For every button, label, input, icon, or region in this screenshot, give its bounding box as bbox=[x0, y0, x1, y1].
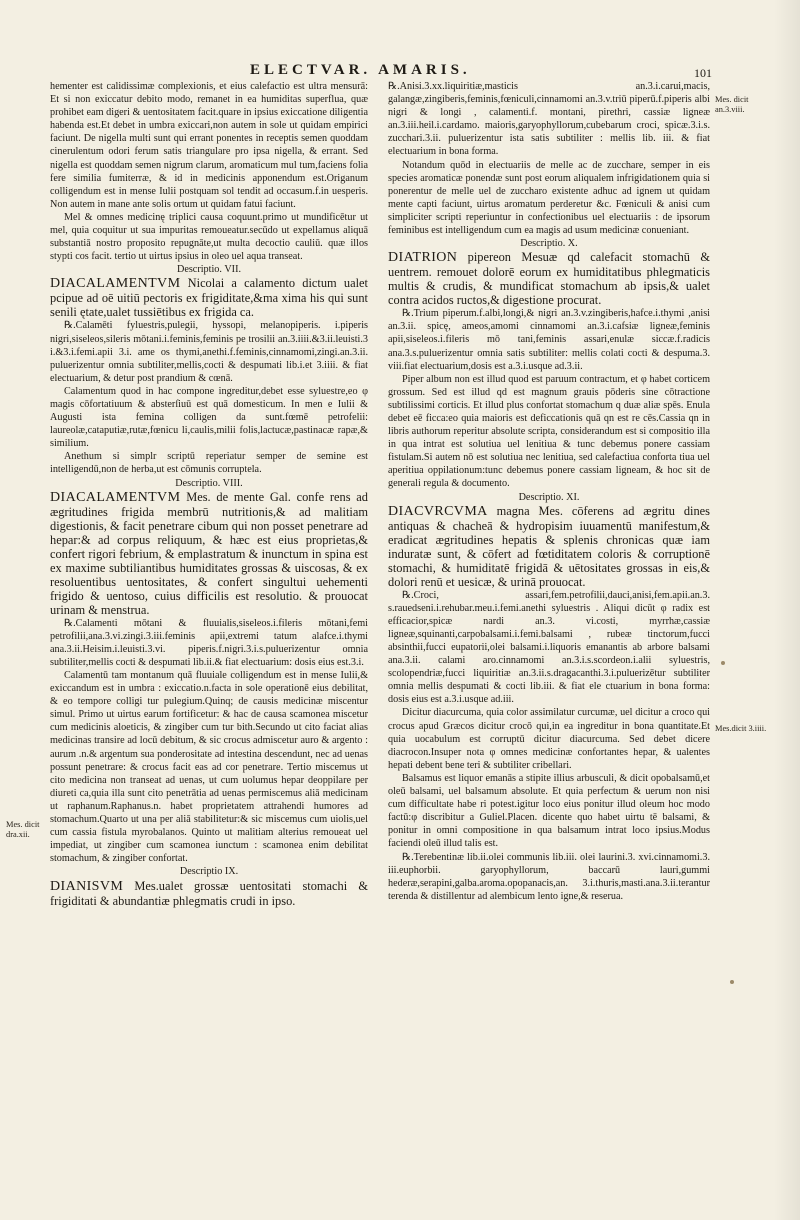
section-title-text: Mes.ualet grossæ uentositati stomachi & frigiditati & abundantiæ phlegmatis crudi in ipso. bbox=[50, 878, 368, 908]
page-gutter-shadow bbox=[774, 0, 800, 1220]
section-title-text: Mes. de mente Gal. confe rens ad ægritudines frigida membrū nutritionis,& ad malitiam digestionis, & facit penetrare cibum qui non posset penetrare ad hepar:& ad corpus reliquum, & hæc est eius proprietas,& confert rigori febrium, & emplastratum & inunctum in spina est ex maxime subtiliantibus humiditates grossas & uiscosas, & ex resoluentibus uentositates, & confert singultui uehementi frigido & uentoso, cuius difficilis est resolutio. & prouocat urinam & menstrua. bbox=[50, 489, 368, 617]
paragraph: ℞.Calamēti fyluestris,pulegii, hyssopi, melanopiperis. i.piperis nigri,siseleos,sileris mōtani.i.feminis,feminis pe trosilii an.3.iiii.&3.ii.leuisti.3 i.&3.i.femi.apii 3.i. ame os thymi,anethi.f.feminis,cinnamomi,zingi.an.3.ii. puluerizentur omnia subtiliter,mellis,cocti & despumati lib.i.et 3.iiii. & fiat electuarium, & detur post prandium & cœnā. bbox=[50, 320, 368, 384]
section-heading: Descriptio IX. bbox=[179, 866, 239, 878]
margin-note-left: Mes. dicit dra.xii. bbox=[6, 820, 40, 839]
paragraph: ℞.Anisi.3.xx.liquiritiæ,masticis an.3.i.carui,macis, galangæ,zingiberis,feminis,fœniculi,cinnamomi an.3.v.triū piperū.f.piperis albi nigri & longi , calamenti.f. montani, pirethri, cassiæ ligneæ an.3.iii.heil.i.cardamo. maioris,garyophyllorum,cubebarum croci, spicæ.3.i.s. zucchari.3.ii. puluerizentur ista satis subtiliter : mellis lib. iii. & fiat electuarium in bona forma. bbox=[388, 81, 710, 158]
ink-dot bbox=[721, 661, 725, 665]
paragraph: ℞.Terebentinæ lib.ii.olei communis lib.iii. olei laurini.3. xvi.cinnamomi.3. iii.euphorbii. garyophyllorum, baccarū lauri,gummi hederæ,serapini,galba.aroma.opopanacis,an. 3.i.thuris,masti.ana.3.ii.terantur terenda & distillentur ad alembicum lento igne,& reserua. bbox=[388, 851, 710, 902]
section-title bbox=[50, 490, 368, 617]
running-title: ELECTVAR. AMARIS. bbox=[250, 62, 471, 78]
section-title-caps: DIANISVM bbox=[50, 878, 124, 894]
paragraph: Mel & omnes medicinę triplici causa coquunt.primo ut mundificētur ut mel, quia coquitur ut sua impuritas remoueatur.secūdo ut expellamus aliquā substantiā nostro proposito repugnāte,ut multa decoctio cauliū. quæ illos stypti cos facit. tertio ut uirtus ipsius in oleo uel aqua transeat. bbox=[50, 211, 368, 263]
section-title-text: pipereon Mesuæ qd calefacit stomachū & uentrem. remouet dolorē eorum ex humiditatibus phlegmaticis multis & crudis, & mundificat stomachum ab ipsis,& ualet contra acidos ructos,& digestione procurat. bbox=[388, 250, 710, 308]
paragraph: Calamentum quod in hac compone ingreditur,debet esse syluestre,eo φ magis cōfortatiuum & absterſiuū est quā domesticum. In men e Iulii & Augusti ista femina colligen da sunt.fœmē petrofelii: laureolæ,cataputiæ,rutæ,fœnicu li,caulis,milii folis,lactucæ,pastinacæ rapæ,& similium. bbox=[50, 385, 368, 450]
paragraph: Anethum si simplr scriptū reperiatur semper de semine est intelligendū,non de herba,ut est cōmunis corruptela. bbox=[50, 451, 368, 476]
paragraph: ℞.Calamenti mōtani & fluuialis,siseleos.i.fileris mōtani,femi petrofilii,ana.3.vi.zingi.3.iii.feminis apii,extremi tatum alafce.i.thymi ana.3.ii.Heisim.i.leuisti.3.vi. piperis.f.nigri.3.i.s.puluerizentur omnia subtiliter,mellis cocti & despumati lib.ii.& fiat electuarium: dosis eius est.3.i. bbox=[50, 617, 368, 668]
paragraph: ℞.Croci, assari,fem.petrofilii,dauci,anisi,fem.apii.an.3. s.rauedseni.i.rehubar.meu.i.femi.anethi syluestris . Aliqui dicūt φ radix est efficacior,spicæ nardi an.3. vi.costi, myrrhæ,cassiæ ligneæ,squinanti,carpobalsami.i.femi.balsami , rubeæ tinctorum,fucci absinthii,fucci eupatorii,olei balsami.i.liquoris emanantis ab arbore balsami ana.3.ii. calami aro.cinnamomi an.3.i.s.scordeon.i.alii syluestris, scolopendriæ,fucci liquiritiæ an.3.ii.s.dragacanthi.3.i.puluerizētur subtiliter omnia mellis despumati & cocti lib.iii. & fiat ele ctuarium in bona forma: dosis eius est a.3.i.usque ad.iii. bbox=[388, 589, 710, 706]
left-column bbox=[50, 80, 368, 908]
ink-dot bbox=[730, 980, 734, 984]
section-title bbox=[50, 879, 368, 908]
right-column bbox=[388, 80, 710, 903]
page-number: 101 bbox=[694, 66, 712, 80]
section-title bbox=[388, 504, 710, 589]
section-heading: Descriptio. XI. bbox=[518, 491, 580, 503]
margin-note-right-top: Mes. dicit an.3.viii. bbox=[715, 95, 749, 114]
section-title-caps: DIACALAMENTVM bbox=[50, 276, 181, 292]
paragraph: Calamentū tam montanum quā fluuiale colligendum est in mense Iulii,& exiccandum est in umbra : exiccatio.n.facta in sole operationē eius debilitat, & eo tempore colligi tur pulegium.Quinq; de causis medicinæ miscentur simul. Primo ut uirtus earum fortificetur: & hac de causa scamonea miscetur cum medicinis aloeticis, & zingiber cum tur bith.Secundo ut cito faciat alias medicinas transire ad locū debitum, & sic crocus admiscetur auro & argento : aurum .n.& argentum sua ponderositate ad intestina descendunt, nec ad uenas possunt penetrare: & crocus facit eas ad cor penetrare. Tertio miscemus ut cito medicina non transeat ad uenas, ut cum uolumus hepar deoppilare per diureti ca,quia illa sunt cito penetrātia ad uenas permiscemus aliā medicinam ut raphanum.Raphanus.n. habet proprietatem attrahendi humores ad stomachum.Quarto ut una per aliā stabilitetur:& sic miscemus cum uiolis,uel cum cassia fistula myrobalanos. Quinto ut malitiam alterius remoueat uel impediat, ut zingiber cum scamonea iunctum : scamonea enim debilitat stomachum, & zingiber confortat. bbox=[50, 670, 368, 865]
paragraph: ℞.Trium piperum.f.albi,longi,& nigri an.3.v.zingiberis,hafce.i.thymi ,anisi an.3.ii. spicę, ameos,amomi cinnamomi an.3.i.cafsiæ ligneæ,feminis apii,siseleos.i.fileris mō tani,feminis assari,enulæ siccæ.f.radicis ana.3.s.puluerizentur omnia satis subtiliter: mellis colati cocti & despuma.3. viii.fiat electuarium,dosis est a.3.i.usque ad.3.ii. bbox=[388, 308, 710, 372]
section-heading: Descriptio. VII. bbox=[176, 264, 242, 276]
paragraph: Notandum quōd in electuariis de melle ac de zucchare, semper in eis species aromaticæ ponendæ sunt post eorum aliqualem infrigidationem quia si ponerentur de melle uel de zuccharo existente adhuc ad ignem ut quidam mente capti faciunt, uirtus aromatum perderetur &c. Fœniculi & anisi cum simpliciter scripti reperiuntur in confectionibus uel electuariis : de ipsorum feminibus est intelligendum cum ea magis ad usum medicinæ conueniant. bbox=[388, 159, 710, 237]
section-title-caps: DIACALAMENTVM bbox=[50, 489, 181, 505]
margin-note-right-bottom: Mes.dicit 3.iiii. bbox=[715, 724, 767, 733]
paragraph: Balsamus est liquor emanās a stipite illius arbusculi, & dicit opobalsamū,et oleū balsami, uel balsamum absolute. Et quia perfectum & uerum non nisi cum difficultate habe ri potest.igitur loco eius ponitur illud oleum hoc modo factū:φ discribitur a Guliel.Placen. dicente quo habet uirtu tē balsami, & ponitur in omni compositione in qua balsamum intrat loco ipsius.Modus faciendi oleū illud talis est. bbox=[388, 772, 710, 850]
section-title-text: magna Mes. cōferens ad ægritu dines antiquas & chacheā & hydropisim iuuamentū manifestum,& eradicat ægritudines hepatis & splenis chronicas quæ iam induratæ sunt, & cōfert ad fœtiditatem coloris & corruptionē stomachi, & humiditatē frigidā & uētositates grossas in eis,& dolori renū et uesicæ, & urinā prouocat. bbox=[388, 503, 710, 589]
section-title-caps: DIATRION bbox=[388, 250, 458, 266]
paragraph: Dicitur diacurcuma, quia color assimilatur curcumæ, uel dicitur a croco qui crocus apud Græcos dicitur crocō qui,in ea ingreditur in bona quantitate.Et quia uocabulum est corruptū dicitur diacurcuma. Sed debet dicere diacrocon.Insuper nota φ omnes medicinæ confortantes hepar, & ualentes hepati debent bene teri & subtiliter cribellari. bbox=[388, 707, 710, 771]
section-title-text: Nicolai a calamento dictum ualet pcipue ad oē uitiū pectoris ex frigiditate,&ma xima his qui sunt senili ętate,ualet tussiētibus ex frigida ca. bbox=[50, 276, 368, 320]
section-heading: Descriptio. VIII. bbox=[175, 477, 243, 489]
section-title bbox=[50, 276, 368, 319]
section-title bbox=[388, 250, 710, 307]
paragraph: Piper album non est illud quod est paruum contractum, et φ habet corticem grossum. Sed est illud qd est magnum grauis pōderis sine cōtractione subtilissimi corticis. Et illud plus confortat stomachum q duæ aliæ spēs. Enula debet eē ficca:eo quia maioris est deficcationis quā qn est re cēs.Cassia qn in libris authorum reperitur absolute scripta, considerandum est si compositio illa in qua intrat est solutiua uel lenitiua & tunc debemus ponere cassiam fistulam.Si autem nō est solutiua nec lenitiua, sed calefactiua conforta tiua uel aperitiua oppilationum:tunc debemus ponere cassiam ligneam, & hoc sit de generali regula & documento. bbox=[388, 373, 710, 490]
paragraph: hementer est calidissimæ complexionis, et eius calefactio est ultra mensurā: Et si non exiccatur debito modo, remanet in ea humiditas superflua, quæ prohibet eam digeri & uentositatem facit.quare in ipsius exiccatione diligentia habenda est.Et debet in umbra exiccari,non autem in sole ut quidam empirici faciunt. De nigella multi sunt qui errant ponentes in receptis semen quoddam cinerulentum odori ferum satis triangulare pro ipsa nigella, & errant. Sed nigella est quoddam semen nigrum clarum, aromaticum mul tum,faciens folia fere similia fumiterræ, & id in medicinis apponendum est.Origanum colligendum est in mense Iulii postquam sol tendit ad occasum.f.in uesperis. Non autem in mane ante solis ortum ut quidam fatui faciunt. bbox=[50, 81, 368, 210]
section-title-caps: DIACVRCVMA bbox=[388, 503, 488, 519]
section-heading: Descriptio. X. bbox=[520, 238, 578, 250]
